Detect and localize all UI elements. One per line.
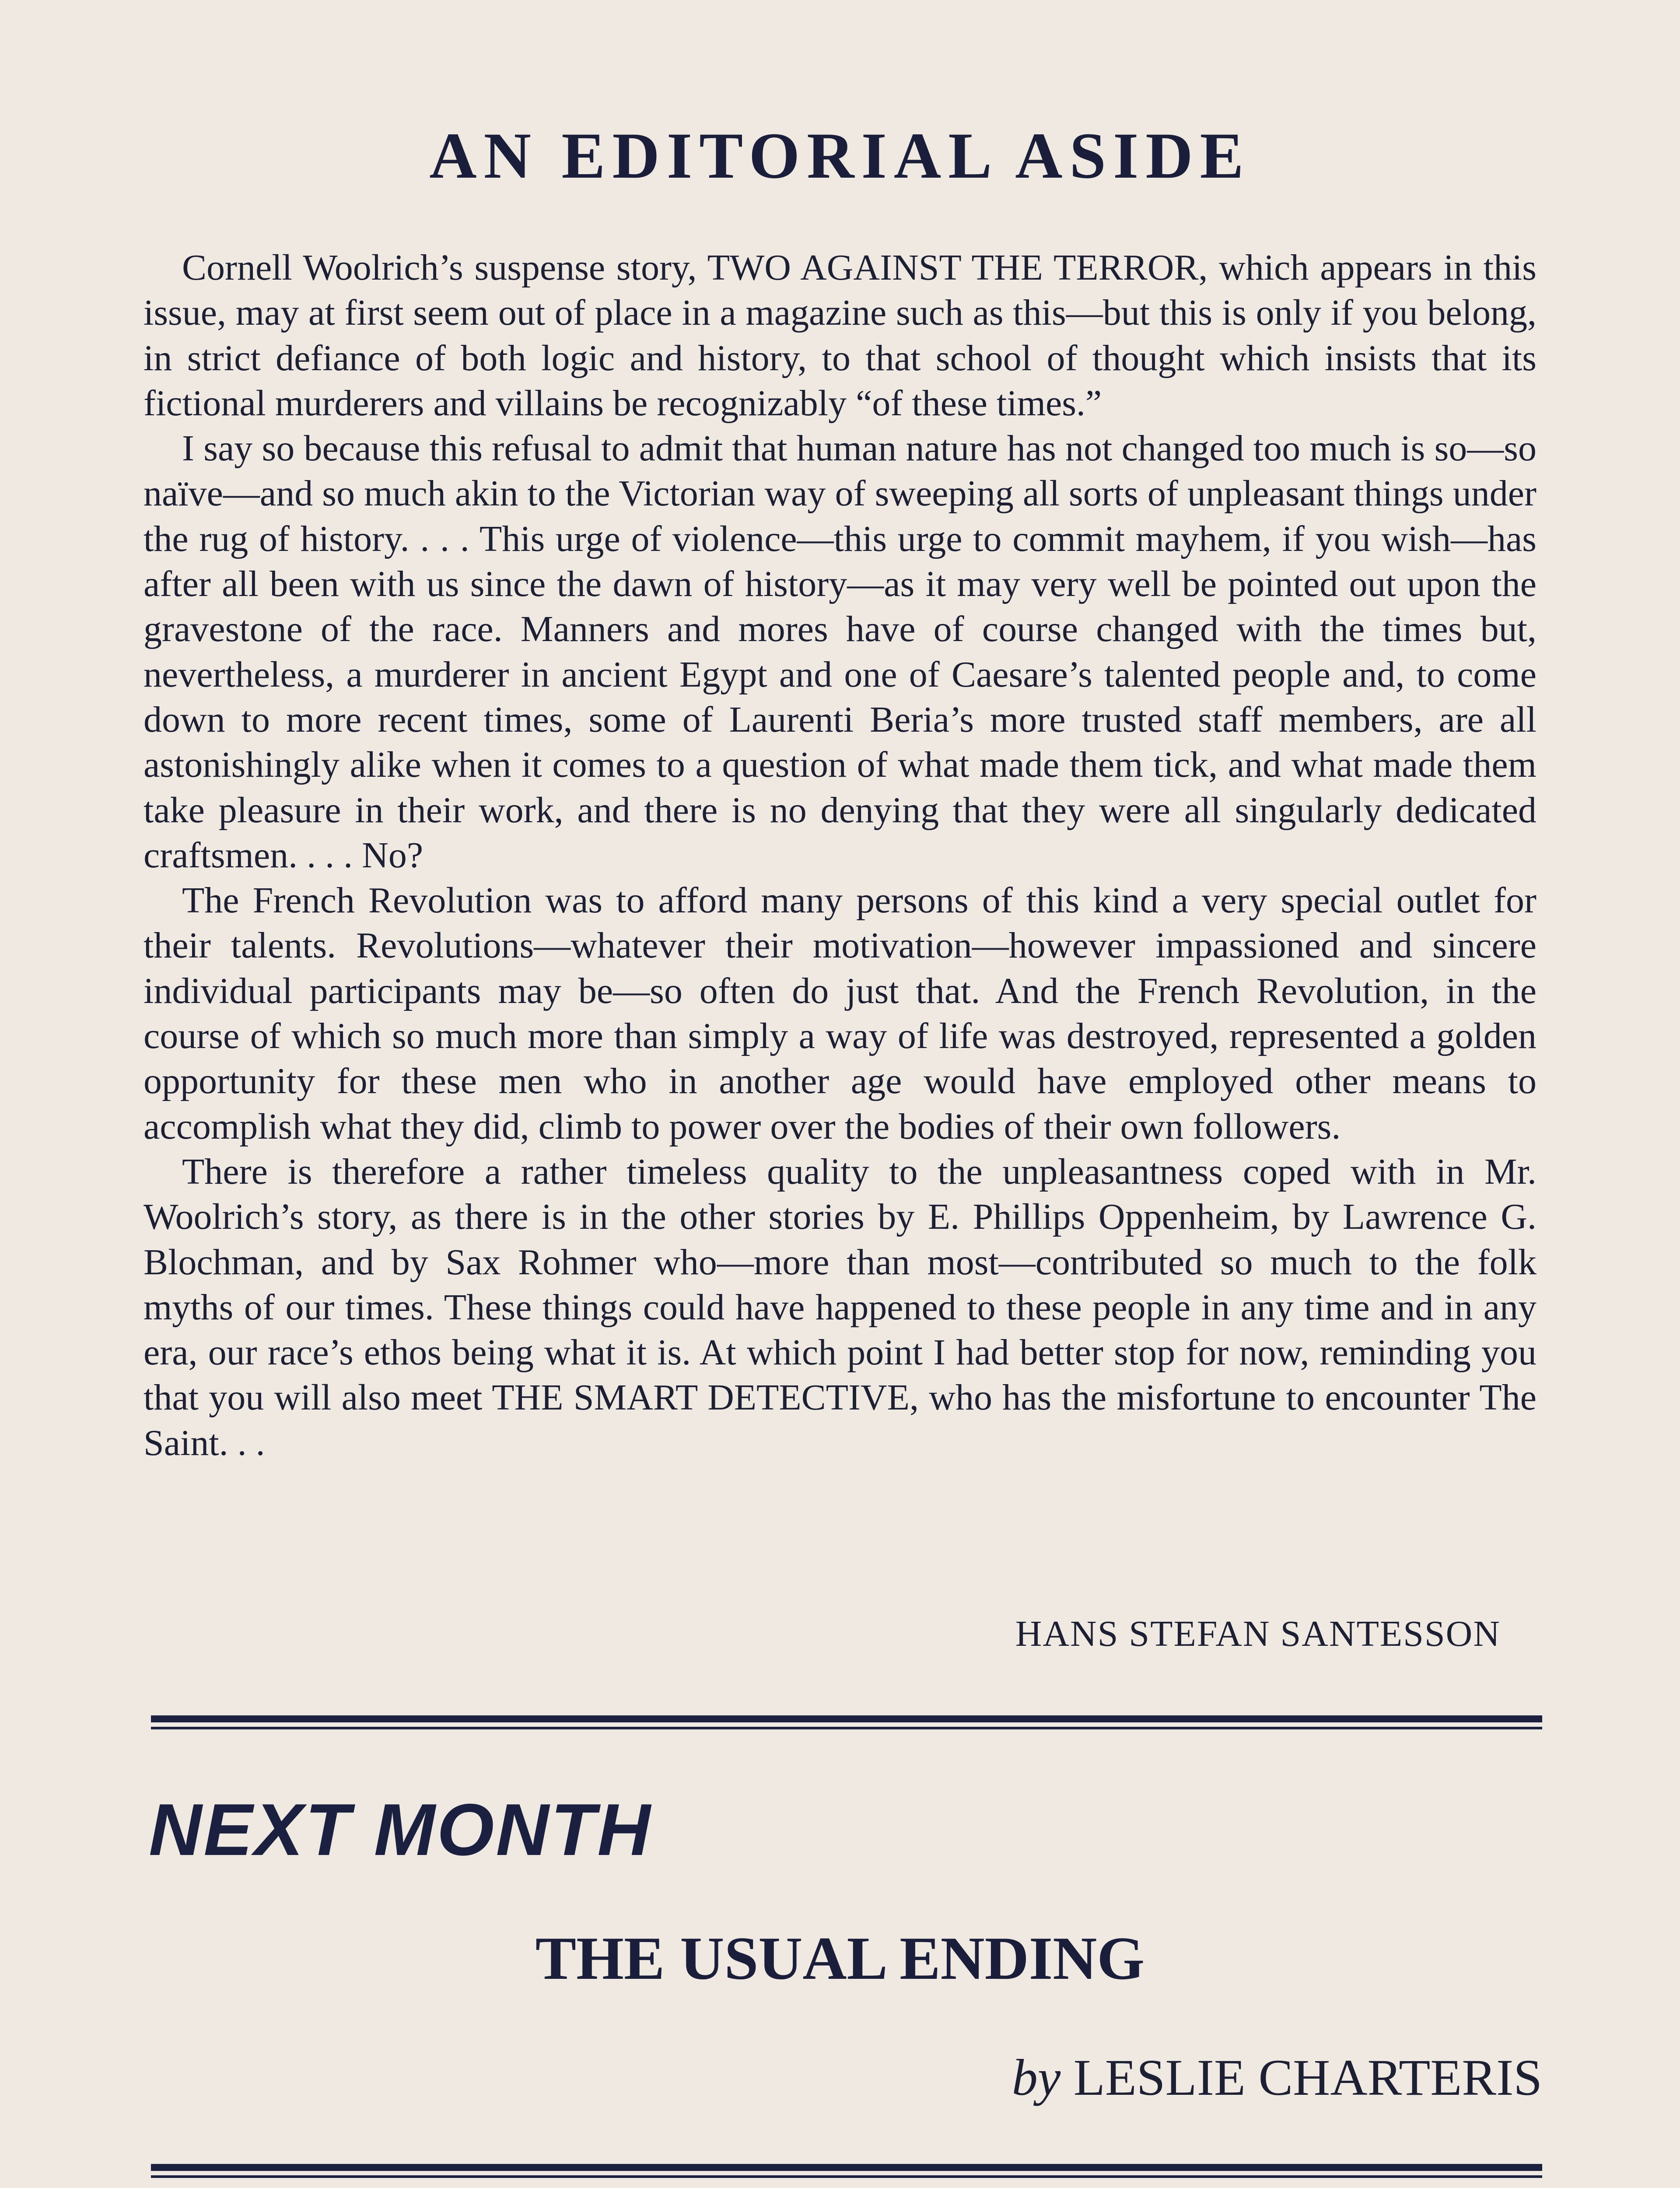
editorial-paragraph: The French Revolution was to afford many persons of this kind a very special outlet for their talents. Revolutions—whatever their motivation—however impassioned and sincere individual participants may be—so often do just that. And the French Revolution, in the course of which so much more than simply a way of life was destroyed, represented a golden opportunity for these men who in another age would have employed other means to accomplish what they did, climb to power over the bodies of their own followers. xyxy=(144,880,1536,1147)
divider-thin-bottom xyxy=(151,2175,1542,2178)
next-story-byline xyxy=(1012,2048,1542,2107)
divider-thick-bottom xyxy=(151,2164,1542,2171)
editorial-signature: HANS STEFAN SANTESSON xyxy=(1015,1613,1501,1654)
editorial-body xyxy=(144,245,1536,1466)
divider-thick xyxy=(151,1715,1542,1722)
next-month-heading: NEXT MONTH xyxy=(149,1788,652,1871)
editorial-paragraph: There is therefore a rather timeless quality to the unpleasantness coped with in Mr. Woolrich’s story, as there is in the other stories by E. Phillips Oppenheim, by Lawrence G. Blochman, and by Sax Rohmer who—more than most—contributed so much to the folk myths of our times. These things could have happened to these people in any time and in any era, our race’s ethos being what it is. At which point I had better stop for now, reminding you that you will also meet THE SMART DETECTIVE, who has the misfortune to encounter The Saint. . . xyxy=(144,1151,1536,1463)
byline-by: by xyxy=(1012,2049,1061,2106)
editorial-paragraph: I say so because this refusal to admit that human nature has not changed too much is so—so naïve—and so much akin to the Victorian way of sweeping all sorts of unpleasant things under the rug of history. . . . This urge of violence—this urge to commit mayhem, if you wish—has after all been with us since the dawn of history—as it may very well be pointed out upon the gravestone of the race. Manners and mores have of course changed with the times but, nevertheless, a murderer in ancient Egypt and one of Caesare’s talented people and, to come down to more recent times, some of Laurenti Beria’s more trusted staff members, are all astonishingly alike when it comes to a question of what made them tick, and what made them take pleasure in their work, and there is no denying that they were all singularly dedicated craftsmen. . . . No? xyxy=(144,428,1536,876)
divider-thin xyxy=(151,1727,1542,1729)
editorial-title: AN EDITORIAL ASIDE xyxy=(429,119,1251,192)
next-story-title: THE USUAL ENDING xyxy=(535,1925,1145,1992)
byline-author: LESLIE CHARTERIS xyxy=(1073,2049,1542,2106)
editorial-paragraph: Cornell Woolrich’s suspense story, TWO AGAINST THE TERROR, which appears in this issue, may at first seem out of place in a magazine such as this—but this is only if you belong, in strict defiance of both logic and history, to that school of thought which insists that its fictional murderers and villains be recognizably “of these times.” xyxy=(144,247,1536,424)
